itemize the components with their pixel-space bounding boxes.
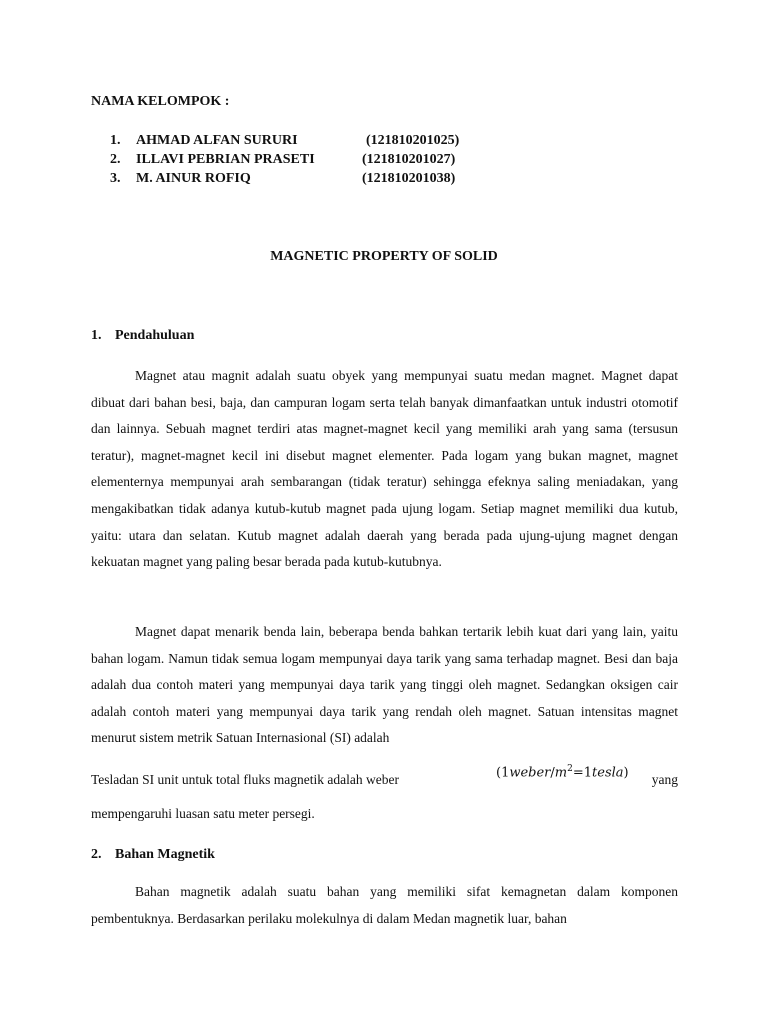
section-heading: [91, 328, 194, 344]
member-number: 3.: [110, 171, 121, 186]
formula-exponent: 2: [567, 764, 573, 774]
formula-line-suffix: yang: [651, 772, 678, 787]
formula-part: =1: [572, 765, 593, 781]
section-heading: [91, 847, 215, 863]
formula-line: [91, 764, 678, 792]
paragraph: Magnet dapat menarik benda lain, beberapa benda bahkan tertarik lebih kuat dari yang lain, yaitu bahan logam. Namun tidak semua logam mempunyai daya tarik yang sama terhadap magnet. Besi dan baja adalah dua contoh materi yang mempunyai daya tarik yang tinggi oleh magnet. Sedangkan oksigen cair adalah contoh materi yang mempunyai daya tarik yang rendah oleh magnet. Satuan intensitas magnet menurut sistem metrik Satuan Internasional (SI) adalah: [91, 624, 678, 746]
member-nim: (121810201025): [366, 133, 460, 148]
paragraph-last-line: mempengaruhi luasan satu meter persegi.: [91, 806, 315, 821]
section-number: 2.: [91, 847, 102, 862]
weber-formula: [496, 764, 629, 780]
group-label: NAMA KELOMPOK :: [91, 94, 230, 109]
formula-part: /: [550, 765, 555, 781]
member-row: [110, 171, 490, 189]
paragraph: Magnet atau magnit adalah suatu obyek yang mempunyai suatu medan magnet. Magnet dapat dibuat dari bahan besi, baja, dan campuran logam serta telah banyak dimanfaatkan untuk industri otomotif dan lainnya. Sebuah magnet terdiri atas magnet-magnet kecil yang memiliki arah yang sama (tersusun teratur), magnet-magnet kecil ini disebut magnet elementer. Pada logam yang bukan magnet, magnet elementernya mempunyai arah sembarangan (tidak teratur) sehingga efeknya saling meniadakan, yang mengakibatkan tidak adanya kutub-kutub magnet pada ujung logam. Setiap magnet memiliki dua kutub, yaitu: utara dan selatan. Kutub magnet adalah daerah yang berada pada ujung-ujung magnet dengan kekuatan magnet yang paling besar berada pada kutub-kutubnya.: [91, 368, 678, 570]
section-title: Bahan Magnetik: [115, 847, 215, 862]
member-row: [110, 152, 490, 170]
formula-part: tesla: [592, 765, 624, 781]
formula-part: ): [623, 765, 629, 781]
member-nim: (121810201038): [362, 171, 456, 186]
member-name: ILLAVI PEBRIAN PRASETI: [136, 152, 315, 167]
section-title: Pendahuluan: [115, 328, 195, 343]
paragraph: Bahan magnetik adalah suatu bahan yang memiliki sifat kemagnetan dalam komponen pembentuknya. Berdasarkan perilaku molekulnya di dalam Medan magnetik luar, bahan: [91, 884, 678, 926]
member-name: M. AINUR ROFIQ: [136, 171, 251, 186]
document-title: MAGNETIC PROPERTY OF SOLID: [270, 249, 498, 264]
member-number: 2.: [110, 152, 121, 167]
formula-line-text: Tesladan SI unit untuk total fluks magnetik adalah weber: [91, 772, 399, 787]
formula-part: m: [554, 765, 568, 781]
member-nim: (121810201027): [362, 152, 456, 167]
member-name: AHMAD ALFAN SURURI: [136, 133, 298, 148]
formula-part: (1: [496, 765, 510, 781]
member-number: 1.: [110, 133, 121, 148]
formula-part: weber: [509, 765, 551, 781]
section-number: 1.: [91, 328, 102, 343]
member-row: [110, 133, 490, 151]
